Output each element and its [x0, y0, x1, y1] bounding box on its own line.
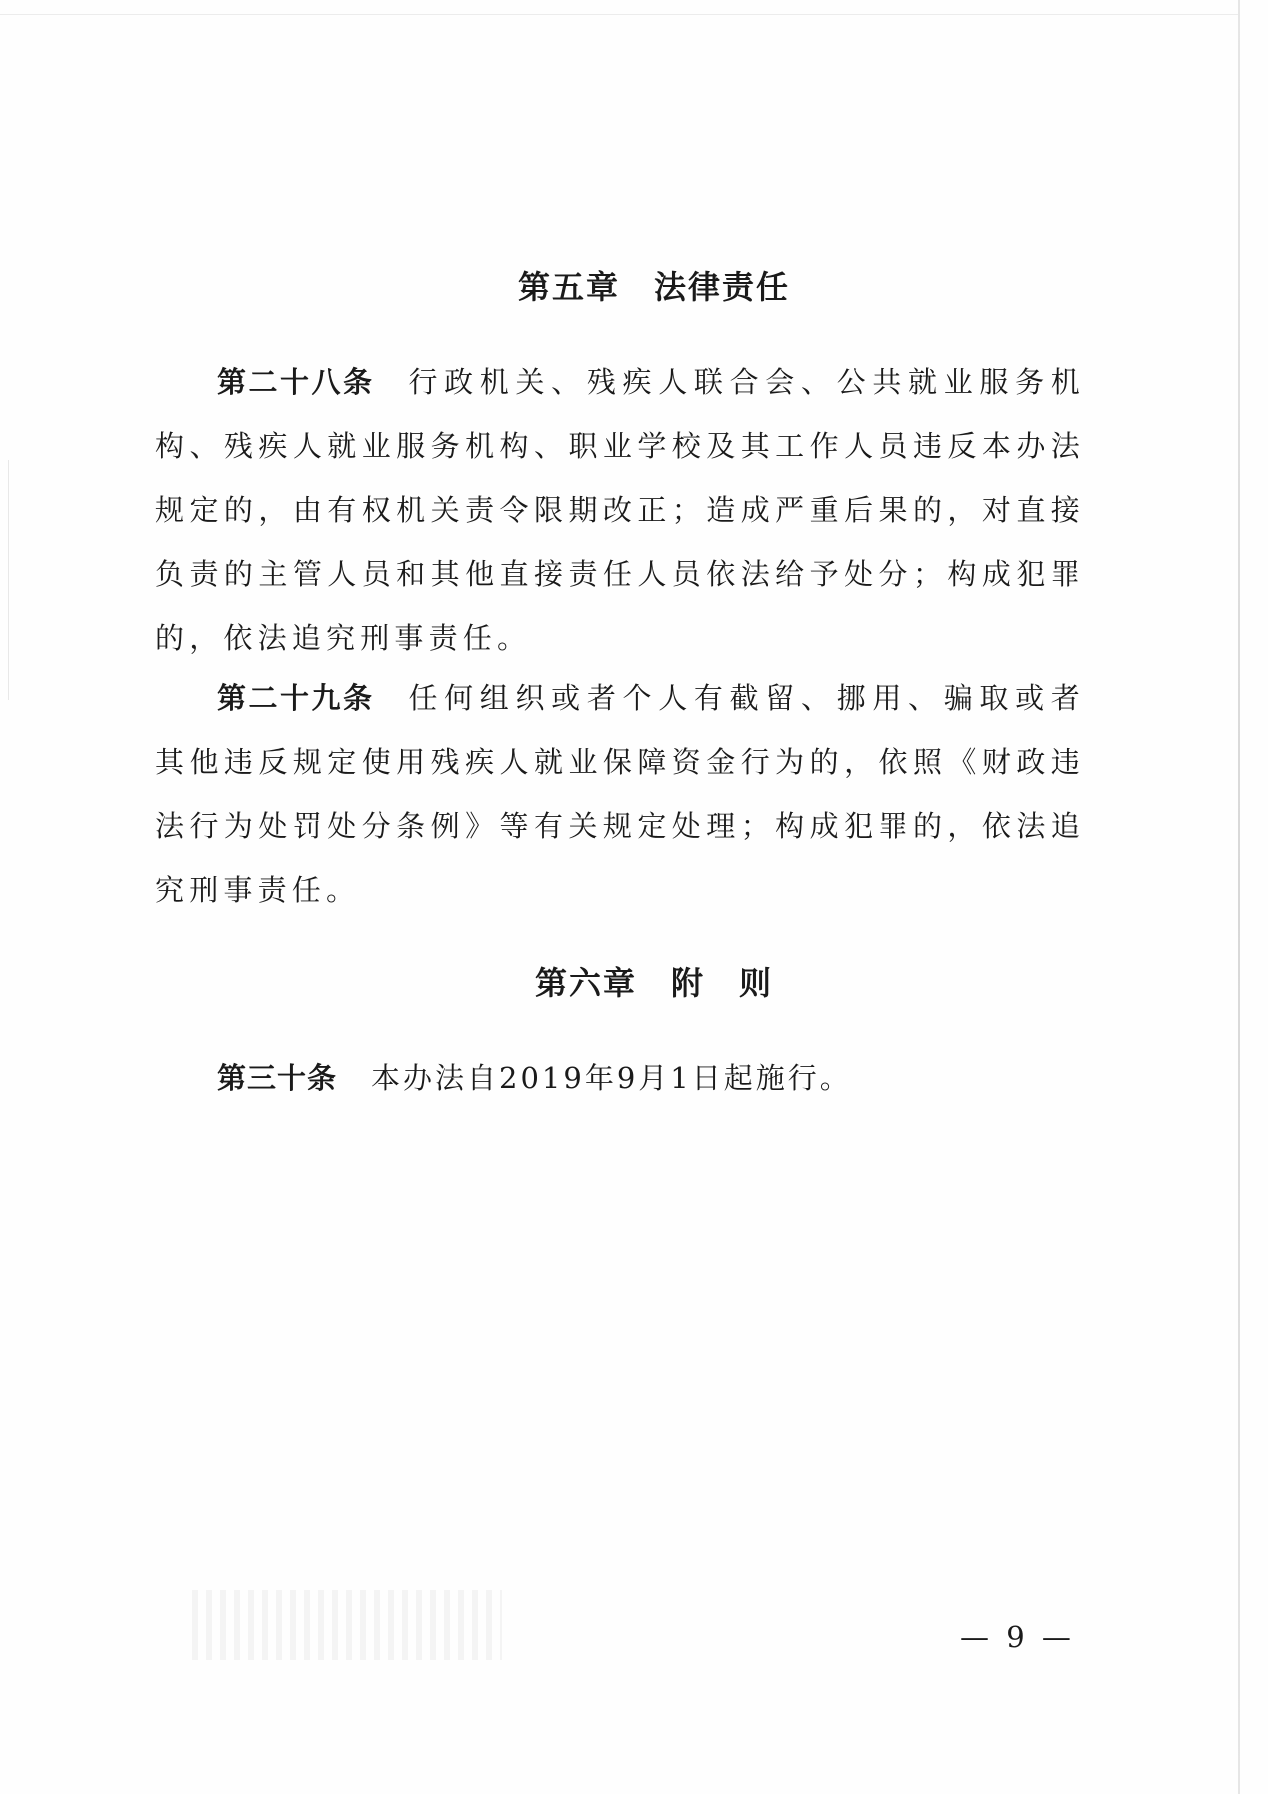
article-28-label: 第二十八条 [217, 365, 375, 399]
bleed-through-smudge [192, 1590, 502, 1660]
article-29-label: 第二十九条 [217, 681, 375, 715]
chapter-5-title: 第五章 法律责任 [517, 268, 790, 306]
article-30-label: 第三十条 [217, 1061, 338, 1095]
article-29 [155, 666, 1085, 922]
article-28 [155, 350, 1085, 670]
article-29-text: 任何组织或者个人有截留、挪用、骗取或者其他违反规定使用残疾人就业保障资金行为的，依照《财政违法行为处罚处分条例》等有关规定处理；构成犯罪的，依法追究刑事责任。 [155, 681, 1085, 907]
scan-edge-top [0, 14, 1240, 15]
article-28-text: 行政机关、残疾人联合会、公共就业服务机构、残疾人就业服务机构、职业学校及其工作人员违反本办法规定的，由有权机关责令限期改正；造成严重后果的，对直接负责的主管人员和其他直接责任人员依法给予处分；构成犯罪的，依法追究刑事责任。 [155, 365, 1085, 655]
page-number: — 9 — [960, 1620, 1075, 1654]
scan-edge-left [8, 460, 9, 700]
article-30-text: 本办法自2019年9月1日起施行。 [371, 1061, 852, 1095]
chapter-6-title: 第六章 附 则 [534, 964, 773, 1002]
article-30 [155, 1046, 1085, 1110]
